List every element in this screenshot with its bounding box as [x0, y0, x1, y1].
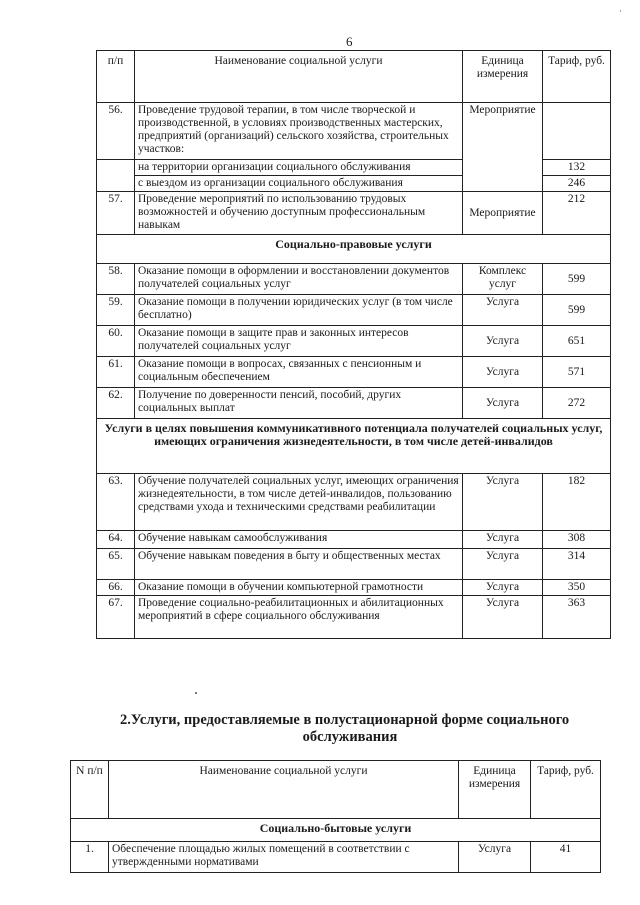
- section-row-legal: [97, 235, 611, 264]
- section-number: 2.: [120, 712, 131, 728]
- section-heading: [120, 712, 580, 746]
- row-unit: Услуга: [459, 842, 531, 873]
- row-tariff: 599: [543, 295, 611, 326]
- subrow-tariff: 246: [543, 176, 611, 192]
- row-tariff: 314: [543, 549, 611, 580]
- row-name: Оказание помощи в оформлении и восстановлении документов получателей социальных услуг: [135, 264, 463, 295]
- corner-mark: ·: [619, 6, 622, 16]
- header-tariff: Тариф, руб.: [543, 51, 611, 103]
- row-num: 58.: [97, 264, 135, 295]
- row-tariff: 41: [531, 842, 601, 873]
- row-num: 63.: [97, 474, 135, 531]
- row-tariff: 571: [543, 357, 611, 388]
- row-tariff: 363: [543, 596, 611, 639]
- row-unit: Мероприятие: [463, 192, 543, 235]
- table-row: [97, 295, 611, 326]
- row-unit: Услуга: [463, 326, 543, 357]
- row-name: Получение по доверенности пенсий, пособий, других социальных выплат: [135, 388, 463, 419]
- row-num: 67.: [97, 596, 135, 639]
- row-tariff: 272: [543, 388, 611, 419]
- scan-speck: [195, 692, 197, 694]
- row-num: 64.: [97, 531, 135, 549]
- section-title: Услуги в целях повышения коммуникативного потенциала получателей социальных услуг, имеющих ограничения жизнедеятельности, в том числе детей-инвалидов: [97, 419, 611, 474]
- table-row: [97, 549, 611, 580]
- row-num: 57.: [97, 192, 135, 235]
- table-row: [97, 103, 611, 160]
- table-header-row: [97, 51, 611, 103]
- header-name: Наименование социальной услуги: [135, 51, 463, 103]
- row-num: 62.: [97, 388, 135, 419]
- page-number: 6: [346, 34, 353, 49]
- row-unit: Услуга: [463, 531, 543, 549]
- services-table: [96, 50, 611, 639]
- section-title: Социально-бытовые услуги: [71, 819, 601, 842]
- header-num: N п/п: [71, 761, 109, 819]
- row-tariff: 599: [543, 264, 611, 295]
- row-tariff: 182: [543, 474, 611, 531]
- row-tariff: 212: [543, 192, 611, 235]
- row-unit: Услуга: [463, 357, 543, 388]
- row-tariff: 308: [543, 531, 611, 549]
- subrow-tariff: 132: [543, 160, 611, 176]
- row-unit: Услуга: [463, 295, 543, 326]
- header-tariff: Тариф, руб.: [531, 761, 601, 819]
- header-name: Наименование социальной услуги: [109, 761, 459, 819]
- row-unit: Услуга: [463, 596, 543, 639]
- header-unit: Единица измерения: [463, 51, 543, 103]
- row-unit: Комплекс услуг: [463, 264, 543, 295]
- row-num: 59.: [97, 295, 135, 326]
- row-name: Оказание помощи в вопросах, связанных с пенсионным и социальным обеспечением: [135, 357, 463, 388]
- row-num: 60.: [97, 326, 135, 357]
- table-header-row: [71, 761, 601, 819]
- row-name: Оказание помощи в обучении компьютерной грамотности: [135, 580, 463, 596]
- row-tariff: 350: [543, 580, 611, 596]
- header-unit: Единица измерения: [459, 761, 531, 819]
- row-num: 61.: [97, 357, 135, 388]
- row-name: Оказание помощи в защите прав и законных интересов получателей социальных услуг: [135, 326, 463, 357]
- section-row-household: [71, 819, 601, 842]
- row-name: Обучение получателей социальных услуг, имеющих ограничения жизнедеятельности, в том числе детей-инвалидов, пользованию средствами ухода и техническими средствами реабилитации: [135, 474, 463, 531]
- subrow-name: на территории организации социального обслуживания: [135, 160, 463, 176]
- section-title: Социально-правовые услуги: [97, 235, 611, 264]
- row-name: Проведение трудовой терапии, в том числе творческой и производственной, в условиях производственных мастерских, предприятий (организаций) сельского хозяйства, строительных участков:: [135, 103, 463, 160]
- row-tariff: 651: [543, 326, 611, 357]
- row-unit: Мероприятие: [463, 103, 543, 192]
- row-name: Оказание помощи в получении юридических услуг (в том числе бесплатно): [135, 295, 463, 326]
- row-unit: Услуга: [463, 580, 543, 596]
- table-row: [97, 531, 611, 549]
- row-name: Обучение навыкам поведения в быту и общественных местах: [135, 549, 463, 580]
- table-row: [97, 596, 611, 639]
- table-row: [97, 580, 611, 596]
- row-name: Обеспечение площадью жилых помещений в соответствии с утвержденными нормативами: [109, 842, 459, 873]
- row-name: Обучение навыкам самообслуживания: [135, 531, 463, 549]
- row-num: 66.: [97, 580, 135, 596]
- subrow-name: с выездом из организации социального обслуживания: [135, 176, 463, 192]
- row-unit: Услуга: [463, 549, 543, 580]
- table-row: [97, 388, 611, 419]
- table-row: [97, 192, 611, 235]
- row-unit: Услуга: [463, 388, 543, 419]
- section-row-communication: [97, 419, 611, 474]
- row-unit: Услуга: [463, 474, 543, 531]
- row-name: Проведение социально-реабилитационных и абилитационных мероприятий в сфере социального обслуживания: [135, 596, 463, 639]
- table-row: [97, 357, 611, 388]
- table-row: [97, 474, 611, 531]
- section-title: Услуги, предоставляемые в полустационарной форме социального обслуживания: [130, 712, 570, 745]
- row-num: 65.: [97, 549, 135, 580]
- table-row: [97, 264, 611, 295]
- row-name: Проведение мероприятий по использованию трудовых возможностей и обучению доступным профессиональным навыкам: [135, 192, 463, 235]
- table-row: [97, 326, 611, 357]
- row-num: 1.: [71, 842, 109, 873]
- table-row: [71, 842, 601, 873]
- semi-stationary-table: [70, 760, 601, 873]
- row-num: 56.: [97, 103, 135, 160]
- header-num: п/п: [97, 51, 135, 103]
